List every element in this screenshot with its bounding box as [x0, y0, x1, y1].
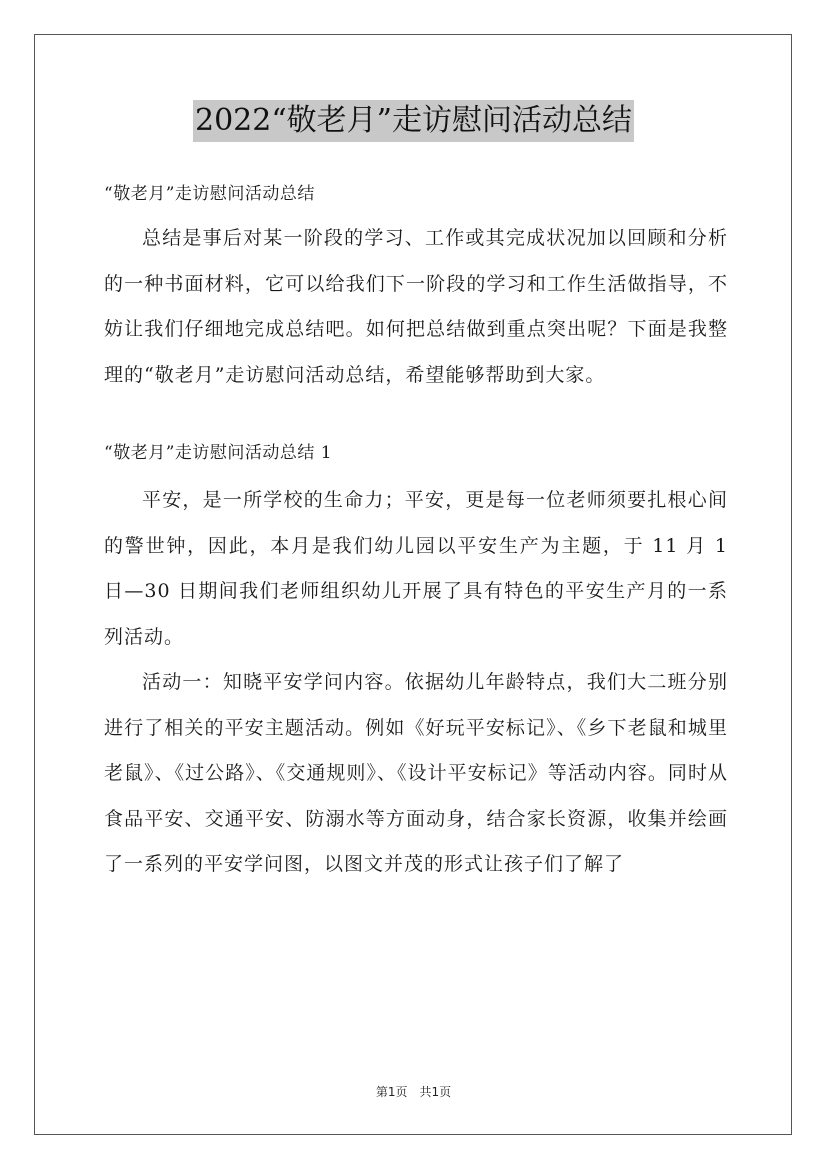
intro-paragraph: 总结是事后对某一阶段的学习、工作或其完成状况加以回顾和分析的一种书面材料，它可以给我们下一阶段的学习和工作生活做指导，不妨让我们仔细地完成总结吧。如何把总结做到重点突出呢？下面是我整理的“敬老月”走访慰问活动总结，希望能够帮助到大家。	[104, 227, 728, 386]
page-footer: 第1页 共1页	[375, 1085, 452, 1099]
document-body	[104, 176, 728, 888]
body-paragraph: 活动一：知晓平安学问内容。依据幼儿年龄特点，我们大二班分别进行了相关的平安主题活动。例如《好玩平安标记》、《乡下老鼠和城里老鼠》、《过公路》、《交通规则》、《设计平安标记》等活动内容。同时从食品平安、交通平安、防溺水等方面动身，结合家长资源，收集并绘画了一系列的平安学问图，以图文并茂的形式让孩子们了解了	[104, 671, 728, 875]
document-title: 2022“敬老月”走访慰问活动总结	[193, 100, 634, 142]
title-container	[0, 100, 827, 142]
section-heading: “敬老月”走访慰问活动总结 1	[104, 443, 333, 463]
section-spacer	[104, 398, 728, 435]
document-subtitle: “敬老月”走访慰问活动总结	[104, 184, 315, 204]
body-paragraph: 平安，是一所学校的生命力；平安，更是每一位老师须要扎根心间的警世钟，因此，本月是我们幼儿园以平安生产为主题，于 11 月 1 日—30 日期间我们老师组织幼儿开展了具有特色的平安生产月的一系列活动。	[104, 489, 728, 648]
